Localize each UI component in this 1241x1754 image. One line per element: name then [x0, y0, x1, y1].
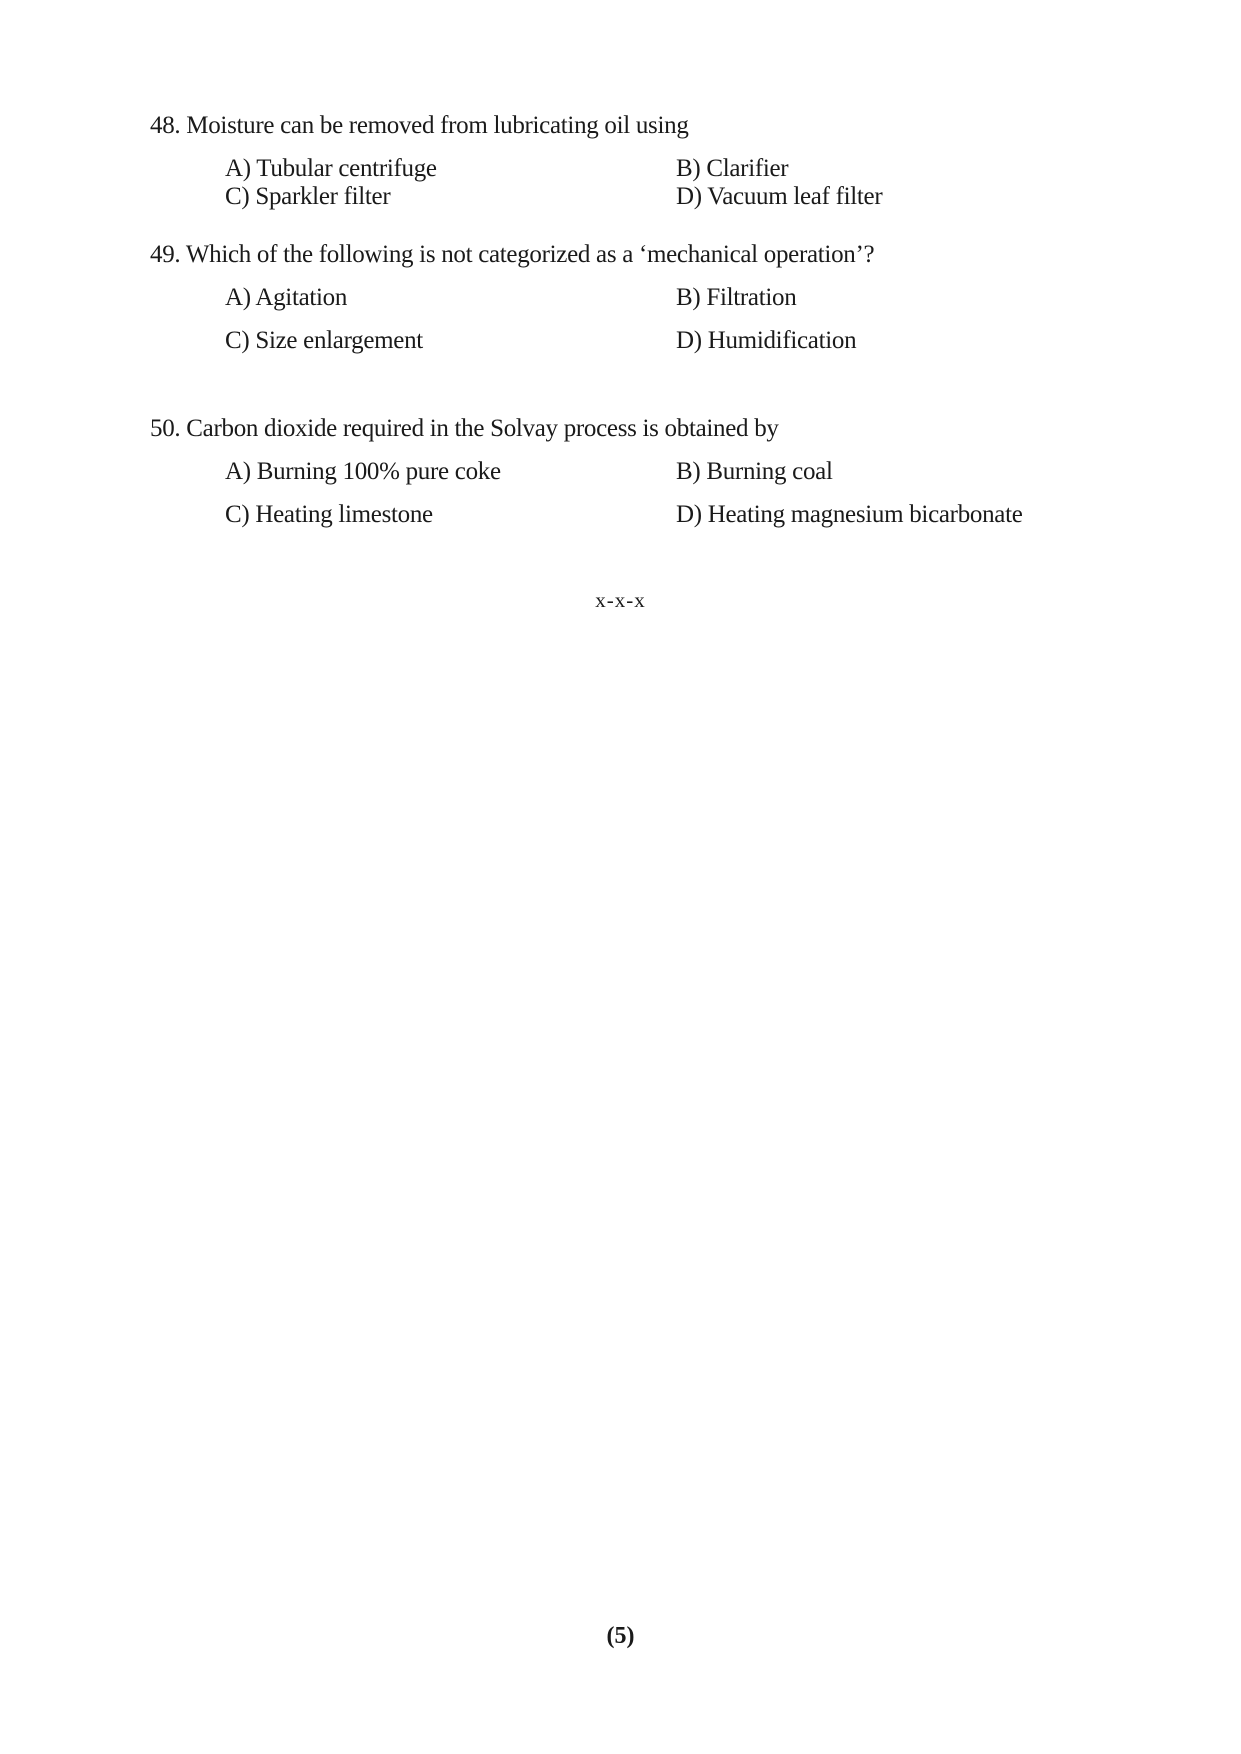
option-d: D) Heating magnesium bicarbonate [676, 501, 1023, 528]
question-text: 50. Carbon dioxide required in the Solvay process is obtained by [150, 415, 779, 442]
option-c: C) Sparkler filter [225, 183, 391, 210]
option-a: A) Tubular centrifuge [225, 155, 437, 182]
option-c: C) Heating limestone [225, 501, 433, 528]
option-a: A) Agitation [225, 284, 348, 311]
option-c: C) Size enlargement [225, 327, 423, 354]
option-d: D) Humidification [676, 327, 857, 354]
option-d: D) Vacuum leaf filter [676, 183, 883, 210]
option-b: B) Burning coal [676, 458, 833, 485]
option-b: B) Filtration [676, 284, 797, 311]
question-text: 48. Moisture can be removed from lubricating oil using [150, 112, 689, 139]
page-number: (5) [606, 1623, 635, 1649]
option-b: B) Clarifier [676, 155, 789, 182]
end-marker: x-x-x [595, 588, 646, 612]
question-text: 49. Which of the following is not categorized as a ‘mechanical operation’? [150, 241, 875, 268]
option-a: A) Burning 100% pure coke [225, 458, 501, 485]
